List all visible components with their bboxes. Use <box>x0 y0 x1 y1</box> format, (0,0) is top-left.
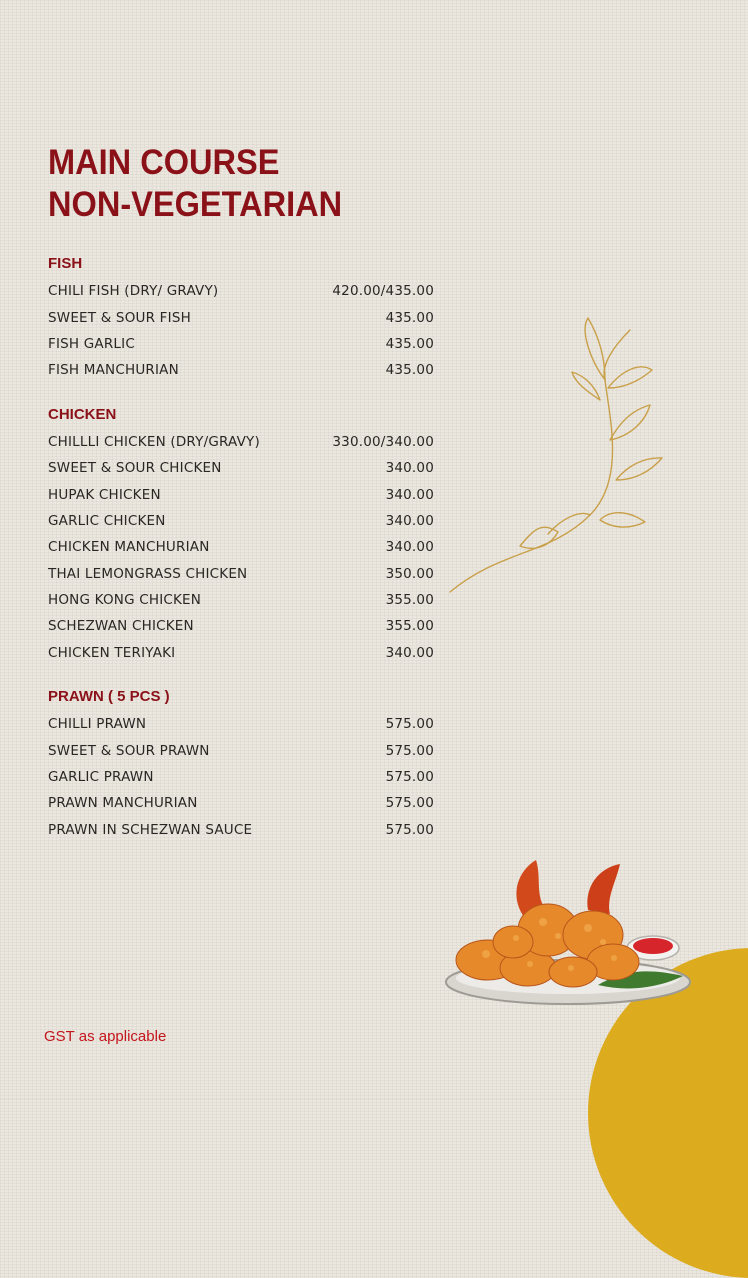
item-name: SCHEZWAN CHICKEN <box>48 618 194 635</box>
item-price: 435.00 <box>385 362 434 379</box>
menu-item <box>48 508 434 534</box>
item-name: CHICKEN TERIYAKI <box>48 644 176 661</box>
item-price: 575.00 <box>385 716 434 733</box>
section-title: CHICKEN <box>48 405 117 423</box>
menu-item <box>48 640 434 666</box>
section-title: FISH <box>48 255 83 272</box>
menu-item <box>48 481 434 507</box>
menu-item <box>48 613 434 639</box>
gst-note: GST as applicable <box>44 1028 167 1045</box>
item-name: CHILLLI CHICKEN (DRY/GRAVY) <box>48 433 260 450</box>
menu-item <box>48 331 434 357</box>
leaf-branch-illustration <box>440 310 670 600</box>
menu-item <box>48 278 434 304</box>
item-price: 340.00 <box>385 539 434 556</box>
menu-item <box>48 561 434 587</box>
item-price: 330.00/340.00 <box>332 433 434 450</box>
item-price: 340.00 <box>385 512 434 529</box>
item-name: FISH MANCHURIAN <box>48 362 179 379</box>
page-title-line-1: MAIN COURSE <box>48 143 280 182</box>
item-price: 355.00 <box>385 618 434 635</box>
menu-item <box>48 455 434 481</box>
menu-item <box>48 534 434 560</box>
menu-item <box>48 357 434 383</box>
item-name: PRAWN MANCHURIAN <box>48 795 198 812</box>
menu-item <box>48 764 434 790</box>
page-title <box>48 142 342 226</box>
menu-section-fish <box>48 253 434 384</box>
item-price: 355.00 <box>385 592 434 609</box>
menu-item <box>48 737 434 763</box>
item-price: 435.00 <box>385 309 434 326</box>
item-name: THAI LEMONGRASS CHICKEN <box>48 565 248 582</box>
item-name: SWEET & SOUR CHICKEN <box>48 460 222 477</box>
item-price: 575.00 <box>385 769 434 786</box>
menu-list <box>48 253 434 863</box>
item-name: CHILI FISH (DRY/ GRAVY) <box>48 283 219 300</box>
menu-item <box>48 790 434 816</box>
menu-item <box>48 711 434 737</box>
page-title-line-2: NON-VEGETARIAN <box>48 185 343 224</box>
fried-prawns-plate-image <box>438 850 698 1010</box>
item-price: 575.00 <box>385 742 434 759</box>
item-name: FISH GARLIC <box>48 335 135 352</box>
item-price: 420.00/435.00 <box>332 283 434 300</box>
menu-item <box>48 817 434 843</box>
item-name: HONG KONG CHICKEN <box>48 592 202 609</box>
item-name: PRAWN IN SCHEZWAN SAUCE <box>48 821 253 838</box>
item-name: HUPAK CHICKEN <box>48 486 161 503</box>
menu-section-chicken <box>48 404 434 667</box>
menu-section-prawn <box>48 686 434 843</box>
item-name: GARLIC CHICKEN <box>48 512 166 529</box>
item-name: CHILLI PRAWN <box>48 716 147 733</box>
item-price: 575.00 <box>385 821 434 838</box>
item-name: CHICKEN MANCHURIAN <box>48 539 210 556</box>
item-price: 340.00 <box>385 486 434 503</box>
menu-item <box>48 429 434 455</box>
item-name: SWEET & SOUR PRAWN <box>48 742 210 759</box>
item-price: 340.00 <box>385 644 434 661</box>
item-price: 340.00 <box>385 460 434 477</box>
item-price: 575.00 <box>385 795 434 812</box>
menu-item <box>48 304 434 330</box>
item-price: 435.00 <box>385 335 434 352</box>
section-title: PRAWN ( 5 PCS ) <box>48 688 170 706</box>
item-name: GARLIC PRAWN <box>48 769 154 786</box>
menu-item <box>48 587 434 613</box>
item-name: SWEET & SOUR FISH <box>48 309 191 326</box>
item-price: 350.00 <box>385 565 434 582</box>
